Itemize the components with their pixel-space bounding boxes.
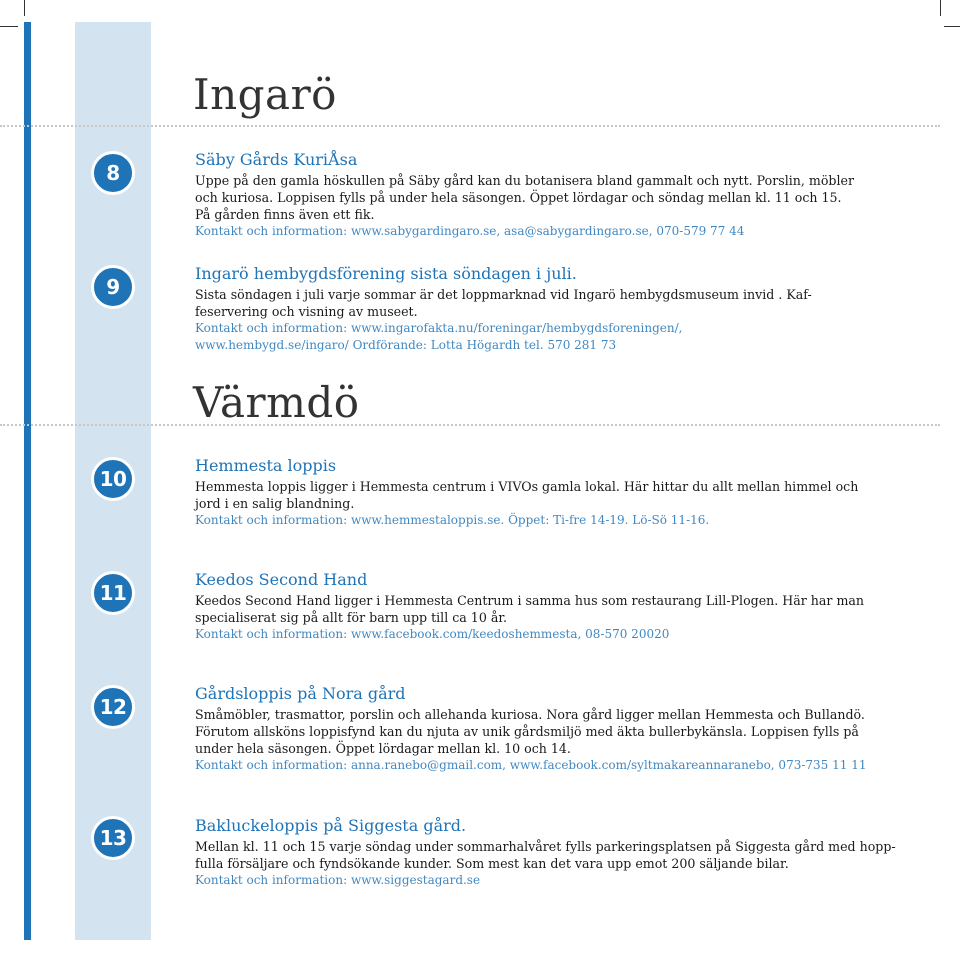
entry-10 xyxy=(195,456,900,529)
section-heading-varmdo: Värmdö xyxy=(193,378,360,427)
entry-contact: Kontakt och information: www.sabygardingaro.se, asa@sabygardingaro.se, 070-579 77 44 xyxy=(195,224,745,238)
entry-body-line: Förutom allsköns loppisfynd kan du njuta av unik gårdsmiljö med äkta bullerbykänsla. Loppisen fylls på xyxy=(195,724,859,739)
entry-title: Bakluckeloppis på Siggesta gård. xyxy=(195,816,467,835)
entry-number-badge: 10 xyxy=(91,457,135,501)
entry-body-line: Sista söndagen i juli varje sommar är det loppmarknad vid Ingarö hembygdsmuseum invid . Kaf- xyxy=(195,287,812,302)
section-heading-ingaro: Ingarö xyxy=(193,70,337,119)
entry-number-badge: 13 xyxy=(91,816,135,860)
entry-13 xyxy=(195,816,900,889)
entry-number-badge: 12 xyxy=(91,685,135,729)
entry-title: Keedos Second Hand xyxy=(195,570,368,589)
entry-title: Ingarö hembygdsförening sista söndagen i juli. xyxy=(195,264,577,283)
divider xyxy=(0,424,940,426)
entry-body-line: specialiserat sig på allt för barn upp till ca 10 år. xyxy=(195,610,507,625)
entry-body-line: Hemmesta loppis ligger i Hemmesta centrum i VIVOs gamla lokal. Här hittar du allt mellan himmel och xyxy=(195,479,859,494)
entry-12 xyxy=(195,684,900,774)
entry-contact: Kontakt och information: www.siggestagard.se xyxy=(195,873,481,887)
entry-contact: www.hembygd.se/ingaro/ Ordförande: Lotta Högardh tel. 570 281 73 xyxy=(195,338,617,352)
entry-body-line: Keedos Second Hand ligger i Hemmesta Centrum i samma hus som restaurang Lill-Plogen. Här har man xyxy=(195,593,865,608)
entry-9 xyxy=(195,264,900,354)
entry-title: Säby Gårds KuriÅsa xyxy=(195,150,358,169)
entry-contact: Kontakt och information: www.hemmestaloppis.se. Öppet: Ti-fre 14-19. Lö-Sö 11-16. xyxy=(195,513,710,527)
divider xyxy=(0,125,940,127)
entry-contact: Kontakt och information: www.facebook.com/keedoshemmesta, 08-570 20020 xyxy=(195,627,670,641)
entry-body-line: Uppe på den gamla höskullen på Säby gård kan du botanisera bland gammalt och nytt. Porslin, möbler xyxy=(195,173,854,188)
entry-body-line: Mellan kl. 11 och 15 varje söndag under sommarhalvåret fylls parkeringsplatsen på Siggesta gård med hopp- xyxy=(195,839,896,854)
entry-contact: Kontakt och information: www.ingarofakta.nu/foreningar/hembygdsforeningen/, xyxy=(195,321,683,335)
entry-body-line: feservering och visning av museet. xyxy=(195,304,418,319)
entry-number-badge: 9 xyxy=(91,265,135,309)
entry-title: Gårdsloppis på Nora gård xyxy=(195,684,406,703)
accent-bar xyxy=(24,22,31,940)
crop-mark xyxy=(24,0,25,16)
entry-body-line: under hela säsongen. Öppet lördagar mellan kl. 10 och 14. xyxy=(195,741,571,756)
entry-11 xyxy=(195,570,900,643)
entry-body-line: Småmöbler, trasmattor, porslin och allehanda kuriosa. Nora gård ligger mellan Hemmesta och Bullandö. xyxy=(195,707,865,722)
entry-body-line: jord i en salig blandning. xyxy=(195,496,355,511)
crop-mark xyxy=(940,0,941,16)
entry-body-line: På gården finns även ett fik. xyxy=(195,207,375,222)
entry-title: Hemmesta loppis xyxy=(195,456,337,475)
entry-body-line: och kuriosa. Loppisen fylls på under hela säsongen. Öppet lördagar och söndag mellan kl. 11 och 15. xyxy=(195,190,842,205)
entry-8 xyxy=(195,150,900,240)
entry-number-badge: 8 xyxy=(91,151,135,195)
entry-body-line: fulla försäljare och fyndsökande kunder. Som mest kan det vara upp emot 200 säljande bilar. xyxy=(195,856,789,871)
crop-mark xyxy=(944,26,960,27)
entry-number-badge: 11 xyxy=(91,571,135,615)
entry-contact: Kontakt och information: anna.ranebo@gmail.com, www.facebook.com/syltmakareannaranebo, 073-735 11 11 xyxy=(195,758,867,772)
crop-mark xyxy=(0,26,18,27)
